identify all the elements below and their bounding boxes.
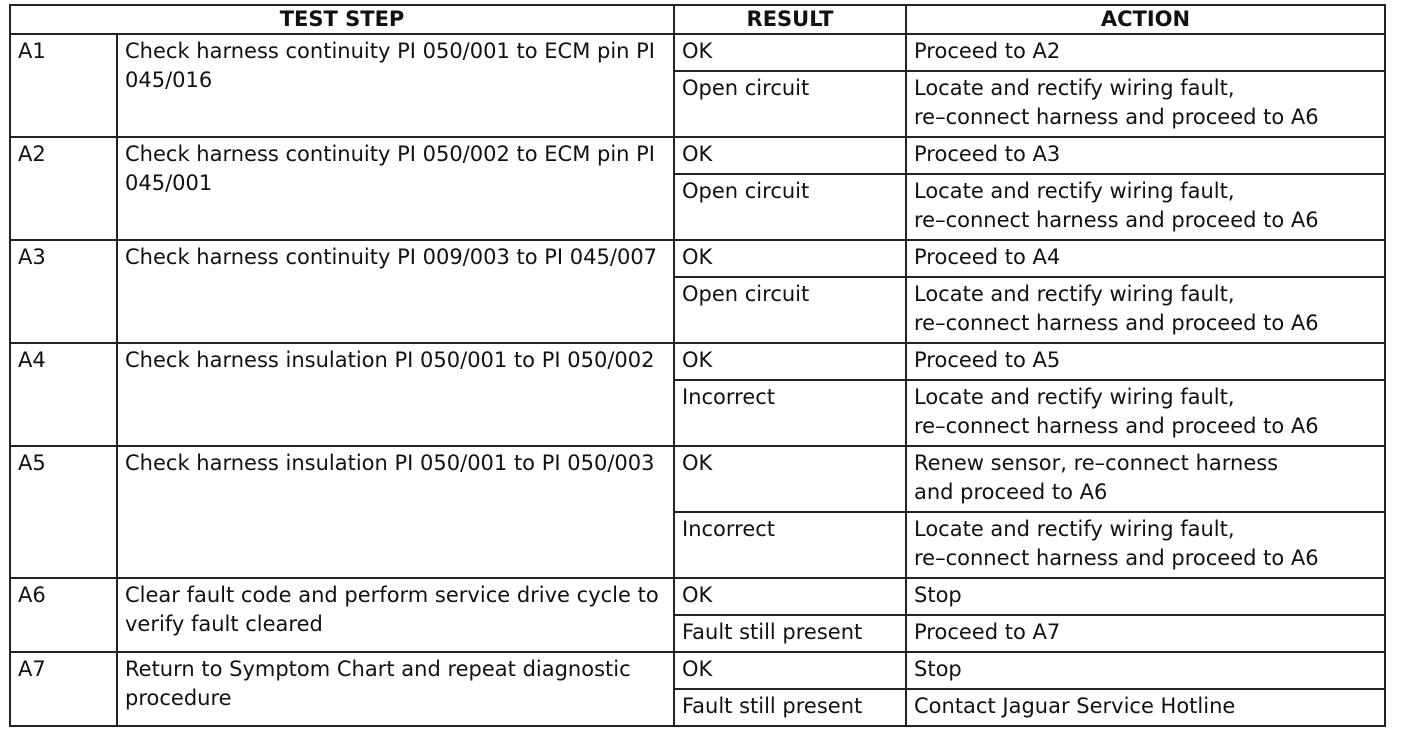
step-description: Check harness continuity PI 009/003 to PI 045/007 <box>117 240 674 343</box>
diagnostic-table <box>9 4 1386 727</box>
table-row <box>10 578 1385 615</box>
table-row <box>10 446 1385 512</box>
step-id: A6 <box>10 578 117 652</box>
action-cell: Proceed to A4 <box>906 240 1385 277</box>
action-cell: Stop <box>906 652 1385 689</box>
result-cell: Fault still present <box>674 615 906 652</box>
step-description: Check harness insulation PI 050/001 to PI 050/002 <box>117 343 674 446</box>
step-description: Check harness insulation PI 050/001 to PI 050/003 <box>117 446 674 578</box>
action-cell: Proceed to A5 <box>906 343 1385 380</box>
table-row <box>10 343 1385 380</box>
header-row <box>10 5 1385 34</box>
table-row <box>10 652 1385 689</box>
result-cell: Open circuit <box>674 174 906 240</box>
action-cell: Locate and rectify wiring fault, re–connect harness and proceed to A6 <box>906 174 1385 240</box>
result-cell: OK <box>674 652 906 689</box>
action-cell: Proceed to A7 <box>906 615 1385 652</box>
action-cell: Renew sensor, re–connect harness and proceed to A6 <box>906 446 1385 512</box>
result-cell: Incorrect <box>674 512 906 578</box>
table-row <box>10 240 1385 277</box>
action-cell: Proceed to A2 <box>906 34 1385 71</box>
action-cell: Locate and rectify wiring fault, re–connect harness and proceed to A6 <box>906 71 1385 137</box>
result-cell: Open circuit <box>674 277 906 343</box>
action-cell: Locate and rectify wiring fault, re–connect harness and proceed to A6 <box>906 277 1385 343</box>
result-cell: OK <box>674 446 906 512</box>
step-id: A5 <box>10 446 117 578</box>
action-cell: Locate and rectify wiring fault, re–connect harness and proceed to A6 <box>906 380 1385 446</box>
step-id: A1 <box>10 34 117 137</box>
table-row <box>10 34 1385 71</box>
step-id: A3 <box>10 240 117 343</box>
header-test-step: TEST STEP <box>10 5 674 34</box>
step-description: Check harness continuity PI 050/001 to ECM pin PI 045/016 <box>117 34 674 137</box>
action-cell: Contact Jaguar Service Hotline <box>906 689 1385 726</box>
result-cell: Fault still present <box>674 689 906 726</box>
step-description: Return to Symptom Chart and repeat diagnostic procedure <box>117 652 674 726</box>
result-cell: OK <box>674 343 906 380</box>
action-cell: Locate and rectify wiring fault, re–connect harness and proceed to A6 <box>906 512 1385 578</box>
result-cell: OK <box>674 578 906 615</box>
header-action: ACTION <box>906 5 1385 34</box>
step-description: Clear fault code and perform service drive cycle to verify fault cleared <box>117 578 674 652</box>
result-cell: Open circuit <box>674 71 906 137</box>
result-cell: OK <box>674 34 906 71</box>
result-cell: Incorrect <box>674 380 906 446</box>
action-cell: Proceed to A3 <box>906 137 1385 174</box>
step-id: A4 <box>10 343 117 446</box>
action-cell: Stop <box>906 578 1385 615</box>
step-id: A7 <box>10 652 117 726</box>
step-description: Check harness continuity PI 050/002 to ECM pin PI 045/001 <box>117 137 674 240</box>
header-result: RESULT <box>674 5 906 34</box>
step-id: A2 <box>10 137 117 240</box>
result-cell: OK <box>674 240 906 277</box>
result-cell: OK <box>674 137 906 174</box>
table-row <box>10 137 1385 174</box>
